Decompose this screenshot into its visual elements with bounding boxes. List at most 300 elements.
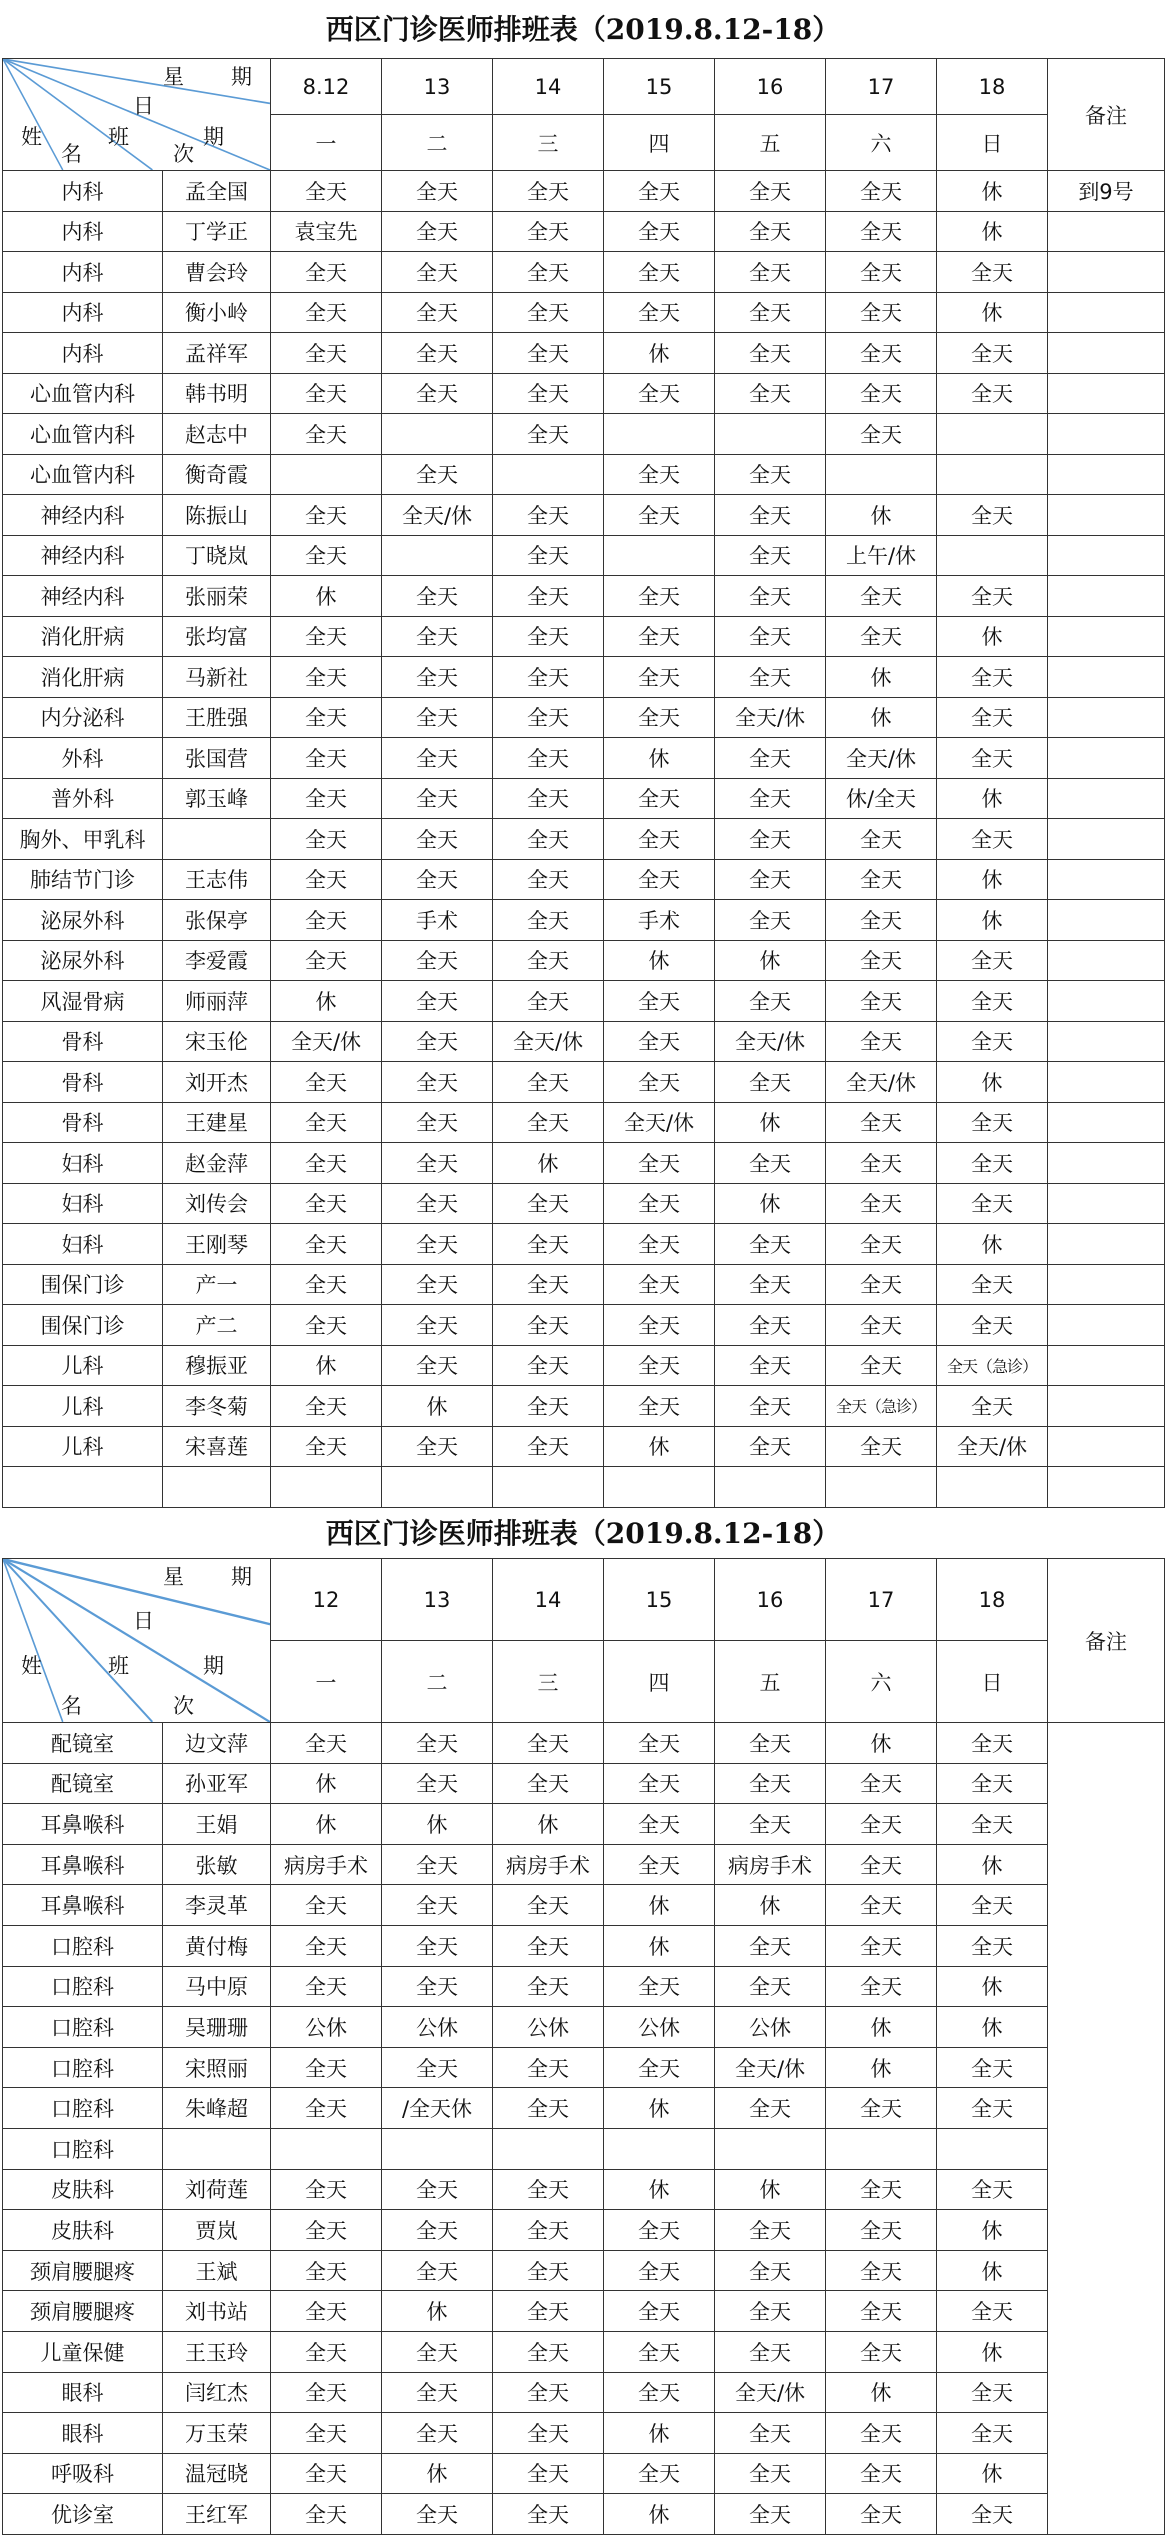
label-ri: 日 bbox=[133, 1608, 154, 1633]
shift-cell: 全天 bbox=[826, 2210, 937, 2251]
shift-cell: 全天 bbox=[493, 2088, 604, 2129]
shift-cell: 全天 bbox=[826, 1264, 937, 1305]
shift-cell: 全天（急诊） bbox=[937, 1345, 1048, 1386]
shift-cell: 全天 bbox=[493, 171, 604, 212]
shift-cell: 全天 bbox=[493, 414, 604, 455]
dept-cell: 皮肤科 bbox=[3, 2169, 163, 2210]
shift-cell: 休 bbox=[604, 2169, 715, 2210]
table-row bbox=[3, 2169, 1165, 2210]
shift-cell: 全天 bbox=[493, 1723, 604, 1764]
shift-cell: 全天 bbox=[382, 1062, 493, 1103]
doctor-name-cell: 张国营 bbox=[163, 738, 271, 779]
shift-cell: 全天 bbox=[826, 2331, 937, 2372]
dept-cell: 呼吸科 bbox=[3, 2453, 163, 2494]
shift-cell: 全天 bbox=[382, 333, 493, 374]
label-ban: 班 bbox=[108, 1654, 129, 1679]
shift-cell: 全天 bbox=[715, 454, 826, 495]
shift-cell: 公休 bbox=[271, 2007, 382, 2048]
shift-cell: 全天 bbox=[271, 2494, 382, 2535]
remark-cell bbox=[1048, 697, 1165, 738]
shift-cell: 袁宝先 bbox=[271, 211, 382, 252]
remark-cell bbox=[1048, 211, 1165, 252]
table-row bbox=[3, 2494, 1165, 2535]
dept-cell: 普外科 bbox=[3, 778, 163, 819]
shift-cell: 全天 bbox=[382, 576, 493, 617]
shift-cell bbox=[937, 535, 1048, 576]
weekday-header: 二 bbox=[382, 115, 493, 171]
shift-cell: 全天 bbox=[826, 1305, 937, 1346]
shift-cell: 休 bbox=[937, 2331, 1048, 2372]
dept-cell: 内科 bbox=[3, 252, 163, 293]
remark-cell bbox=[1048, 900, 1165, 941]
shift-cell: 全天 bbox=[493, 616, 604, 657]
shift-cell: 全天 bbox=[826, 1183, 937, 1224]
shift-cell: 休 bbox=[271, 981, 382, 1022]
table-row bbox=[3, 1102, 1165, 1143]
table-row bbox=[3, 1966, 1165, 2007]
shift-cell: 全天 bbox=[271, 616, 382, 657]
shift-cell: 全天 bbox=[271, 2250, 382, 2291]
shift-cell: 全天 bbox=[604, 252, 715, 293]
table-row bbox=[3, 1345, 1165, 1386]
table-row bbox=[3, 252, 1165, 293]
header-row-dates bbox=[3, 59, 1165, 115]
shift-cell bbox=[382, 2128, 493, 2169]
dept-cell: 围保门诊 bbox=[3, 1264, 163, 1305]
table-row bbox=[3, 2047, 1165, 2088]
shift-cell: 全天 bbox=[271, 738, 382, 779]
table-row bbox=[3, 495, 1165, 536]
shift-cell: 全天 bbox=[826, 2088, 937, 2129]
shift-cell: 全天 bbox=[382, 2250, 493, 2291]
shift-cell: 全天 bbox=[826, 1966, 937, 2007]
shift-cell: 全天/休 bbox=[271, 1021, 382, 1062]
dept-cell: 眼科 bbox=[3, 2372, 163, 2413]
shift-cell: 全天 bbox=[271, 697, 382, 738]
shift-cell: 全天 bbox=[715, 900, 826, 941]
shift-cell: 全天 bbox=[937, 495, 1048, 536]
shift-cell: 全天 bbox=[382, 211, 493, 252]
table-row bbox=[3, 576, 1165, 617]
shift-cell: 全天 bbox=[604, 2250, 715, 2291]
remark-header: 备注 bbox=[1048, 1559, 1165, 1723]
shift-cell: 全天 bbox=[271, 1264, 382, 1305]
diagonal-lines bbox=[3, 1559, 270, 1722]
doctor-name-cell: 王斌 bbox=[163, 2250, 271, 2291]
shift-cell bbox=[826, 454, 937, 495]
shift-cell: 全天 bbox=[493, 1062, 604, 1103]
shift-cell: 全天 bbox=[493, 1763, 604, 1804]
shift-cell: 全天 bbox=[715, 1345, 826, 1386]
shift-cell: 休 bbox=[604, 2494, 715, 2535]
shift-cell: 全天 bbox=[493, 2047, 604, 2088]
shift-cell: 病房手术 bbox=[493, 1844, 604, 1885]
doctor-name-cell: 李爱霞 bbox=[163, 940, 271, 981]
shift-cell bbox=[937, 414, 1048, 455]
shift-cell: 全天 bbox=[382, 981, 493, 1022]
doctor-name-cell: 刘荷莲 bbox=[163, 2169, 271, 2210]
dept-cell: 心血管内科 bbox=[3, 414, 163, 455]
shift-cell: 全天 bbox=[715, 252, 826, 293]
weekday-header: 二 bbox=[382, 1641, 493, 1723]
dept-cell: 内科 bbox=[3, 171, 163, 212]
label-ming: 名 bbox=[61, 142, 82, 166]
doctor-name-cell: 产二 bbox=[163, 1305, 271, 1346]
shift-cell: 全天 bbox=[604, 2453, 715, 2494]
shift-cell: 全天 bbox=[271, 1386, 382, 1427]
shift-cell: 全天 bbox=[826, 616, 937, 657]
dept-cell: 颈肩腰腿疼 bbox=[3, 2250, 163, 2291]
shift-cell: 全天 bbox=[826, 900, 937, 941]
shift-cell: 休 bbox=[937, 616, 1048, 657]
shift-cell: 全天 bbox=[715, 981, 826, 1022]
label-qi-2: 期 bbox=[203, 1654, 224, 1679]
table-row bbox=[3, 292, 1165, 333]
weekday-header: 一 bbox=[271, 115, 382, 171]
shift-cell: 全天 bbox=[604, 373, 715, 414]
shift-cell: 全天 bbox=[382, 1264, 493, 1305]
dept-cell: 骨科 bbox=[3, 1102, 163, 1143]
schedule-table-1 bbox=[2, 58, 1165, 1508]
shift-cell: 全天 bbox=[937, 697, 1048, 738]
doctor-name-cell: 丁晓岚 bbox=[163, 535, 271, 576]
date-header: 13 bbox=[382, 1559, 493, 1641]
shift-cell: 全天 bbox=[715, 1426, 826, 1467]
shift-cell: 全天 bbox=[493, 1264, 604, 1305]
doctor-name-cell: 贾岚 bbox=[163, 2210, 271, 2251]
table-row bbox=[3, 1804, 1165, 1845]
table-row bbox=[3, 171, 1165, 212]
shift-cell: 休 bbox=[382, 2453, 493, 2494]
shift-cell: 休/全天 bbox=[826, 778, 937, 819]
table-row bbox=[3, 2413, 1165, 2454]
doctor-name-cell: 王胜强 bbox=[163, 697, 271, 738]
shift-cell: 公休 bbox=[382, 2007, 493, 2048]
table-row bbox=[3, 1844, 1165, 1885]
shift-cell: 全天 bbox=[382, 1723, 493, 1764]
dept-cell: 口腔科 bbox=[3, 2047, 163, 2088]
shift-cell: 全天 bbox=[937, 373, 1048, 414]
remark-cell bbox=[1048, 819, 1165, 860]
shift-cell: 休 bbox=[937, 1844, 1048, 1885]
label-xing-name: 姓 bbox=[21, 125, 42, 150]
table-row bbox=[3, 1885, 1165, 1926]
shift-cell: 全天 bbox=[493, 2210, 604, 2251]
table2-title: 西区门诊医师排班表（2019.8.12-18） bbox=[325, 1517, 841, 1550]
table-row bbox=[3, 900, 1165, 941]
shift-cell: 全天 bbox=[715, 1966, 826, 2007]
doctor-name-cell: 宋玉伦 bbox=[163, 1021, 271, 1062]
shift-cell: 全天 bbox=[826, 1844, 937, 1885]
shift-cell bbox=[937, 2128, 1048, 2169]
shift-cell: 休 bbox=[604, 1885, 715, 1926]
doctor-name-cell: 王红军 bbox=[163, 2494, 271, 2535]
shift-cell: 全天 bbox=[826, 211, 937, 252]
shift-cell: 全天 bbox=[826, 2169, 937, 2210]
shift-cell: 全天 bbox=[604, 1224, 715, 1265]
shift-cell: 全天/休 bbox=[604, 1102, 715, 1143]
shift-cell: 全天 bbox=[715, 1763, 826, 1804]
shift-cell: 全天 bbox=[826, 1426, 937, 1467]
shift-cell: 全天 bbox=[382, 738, 493, 779]
remark-cell bbox=[1048, 252, 1165, 293]
shift-cell: 全天 bbox=[493, 738, 604, 779]
shift-cell: 全天 bbox=[715, 1143, 826, 1184]
doctor-name-cell: 郭玉峰 bbox=[163, 778, 271, 819]
shift-cell: 全天 bbox=[715, 535, 826, 576]
shift-cell: 全天（急诊） bbox=[826, 1386, 937, 1427]
dept-cell: 儿科 bbox=[3, 1426, 163, 1467]
shift-cell: 全天 bbox=[604, 171, 715, 212]
remark-cell bbox=[1048, 1224, 1165, 1265]
doctor-name-cell: 王志伟 bbox=[163, 859, 271, 900]
shift-cell: 全天 bbox=[271, 252, 382, 293]
shift-cell: 全天 bbox=[826, 1021, 937, 1062]
shift-cell: 全天 bbox=[604, 1763, 715, 1804]
table-row bbox=[3, 1763, 1165, 1804]
shift-cell: 全天 bbox=[937, 738, 1048, 779]
doctor-name-cell: 刘传会 bbox=[163, 1183, 271, 1224]
table-row bbox=[3, 940, 1165, 981]
date-header: 17 bbox=[826, 59, 937, 115]
shift-cell: 全天 bbox=[271, 1305, 382, 1346]
shift-cell: 全天 bbox=[271, 1183, 382, 1224]
dept-cell: 口腔科 bbox=[3, 2088, 163, 2129]
shift-cell: 休 bbox=[826, 657, 937, 698]
doctor-name-cell: 刘书站 bbox=[163, 2291, 271, 2332]
doctor-name-cell: 产一 bbox=[163, 1264, 271, 1305]
shift-cell: 全天 bbox=[937, 1386, 1048, 1427]
shift-cell: 全天 bbox=[493, 697, 604, 738]
shift-cell: 全天 bbox=[493, 657, 604, 698]
shift-cell: 全天 bbox=[826, 859, 937, 900]
label-qi: 期 bbox=[231, 1565, 252, 1589]
shift-cell: 全天 bbox=[826, 2413, 937, 2454]
table-row bbox=[3, 414, 1165, 455]
shift-cell: 全天 bbox=[715, 2494, 826, 2535]
shift-cell: 全天 bbox=[271, 495, 382, 536]
blank-row bbox=[3, 1467, 1165, 1508]
shift-cell: 全天 bbox=[271, 778, 382, 819]
dept-cell: 眼科 bbox=[3, 2413, 163, 2454]
shift-cell: 全天 bbox=[382, 1183, 493, 1224]
shift-cell: 全天 bbox=[382, 1305, 493, 1346]
shift-cell: 全天 bbox=[271, 1102, 382, 1143]
label-ci: 次 bbox=[173, 1694, 194, 1718]
dept-cell: 神经内科 bbox=[3, 495, 163, 536]
dept-cell: 皮肤科 bbox=[3, 2210, 163, 2251]
dept-cell: 内科 bbox=[3, 333, 163, 374]
dept-cell: 骨科 bbox=[3, 1021, 163, 1062]
shift-cell: 休 bbox=[937, 1224, 1048, 1265]
shift-cell: 全天 bbox=[937, 1102, 1048, 1143]
shift-cell: 全天 bbox=[937, 657, 1048, 698]
table-row bbox=[3, 1925, 1165, 1966]
shift-cell: 全天/休 bbox=[826, 1062, 937, 1103]
shift-cell: 全天 bbox=[715, 1224, 826, 1265]
shift-cell: 休 bbox=[937, 171, 1048, 212]
dept-cell: 泌尿外科 bbox=[3, 940, 163, 981]
table-row bbox=[3, 697, 1165, 738]
dept-cell: 骨科 bbox=[3, 1062, 163, 1103]
doctor-name-cell: 孙亚军 bbox=[163, 1763, 271, 1804]
shift-cell: 全天 bbox=[826, 1925, 937, 1966]
dept-cell: 妇科 bbox=[3, 1143, 163, 1184]
shift-cell bbox=[715, 2128, 826, 2169]
label-xing: 星 bbox=[163, 65, 184, 89]
table-row bbox=[3, 2250, 1165, 2291]
shift-cell: 全天 bbox=[604, 859, 715, 900]
table-row bbox=[3, 657, 1165, 698]
table-row bbox=[3, 1143, 1165, 1184]
shift-cell: 全天 bbox=[271, 2088, 382, 2129]
remark-cell: 到9号 bbox=[1048, 171, 1165, 212]
remark-cell bbox=[1048, 454, 1165, 495]
shift-cell: 全天/休 bbox=[715, 2372, 826, 2413]
shift-cell: 休 bbox=[715, 2169, 826, 2210]
weekday-header: 一 bbox=[271, 1641, 382, 1723]
shift-cell: 全天 bbox=[937, 1763, 1048, 1804]
shift-cell: 全天 bbox=[715, 576, 826, 617]
shift-cell: 全天 bbox=[382, 454, 493, 495]
shift-cell: 全天 bbox=[715, 1305, 826, 1346]
table-row bbox=[3, 2331, 1165, 2372]
shift-cell: 全天 bbox=[937, 2047, 1048, 2088]
doctor-name-cell: 朱峰超 bbox=[163, 2088, 271, 2129]
shift-cell: 全天 bbox=[937, 1021, 1048, 1062]
shift-cell: 全天/休 bbox=[715, 2047, 826, 2088]
shift-cell: 全天 bbox=[271, 1966, 382, 2007]
shift-cell: 全天 bbox=[493, 211, 604, 252]
doctor-name-cell: 衡小岭 bbox=[163, 292, 271, 333]
shift-cell: 全天 bbox=[604, 292, 715, 333]
doctor-name-cell: 丁学正 bbox=[163, 211, 271, 252]
shift-cell: 全天 bbox=[382, 1844, 493, 1885]
shift-cell: 全天 bbox=[937, 2413, 1048, 2454]
doctor-name-cell: 曹会玲 bbox=[163, 252, 271, 293]
shift-cell bbox=[937, 454, 1048, 495]
shift-cell: 休 bbox=[826, 495, 937, 536]
shift-cell: 休 bbox=[937, 1966, 1048, 2007]
date-header: 16 bbox=[715, 1559, 826, 1641]
table-row bbox=[3, 819, 1165, 860]
shift-cell: 休 bbox=[937, 1062, 1048, 1103]
remark-cell bbox=[1048, 859, 1165, 900]
dept-cell: 妇科 bbox=[3, 1224, 163, 1265]
doctor-name-cell: 边文萍 bbox=[163, 1723, 271, 1764]
shift-cell: 全天 bbox=[493, 1386, 604, 1427]
shift-cell: 全天 bbox=[382, 2047, 493, 2088]
shift-cell: 病房手术 bbox=[271, 1844, 382, 1885]
shift-cell: 休 bbox=[937, 211, 1048, 252]
shift-cell: 全天 bbox=[493, 859, 604, 900]
shift-cell: 全天 bbox=[493, 778, 604, 819]
shift-cell: 全天 bbox=[382, 2331, 493, 2372]
shift-cell: 全天 bbox=[271, 2169, 382, 2210]
doctor-name-cell: 张保亭 bbox=[163, 900, 271, 941]
label-ci: 次 bbox=[173, 142, 194, 166]
weekday-header: 六 bbox=[826, 115, 937, 171]
shift-cell: 休 bbox=[604, 2088, 715, 2129]
shift-cell: 全天 bbox=[715, 1264, 826, 1305]
shift-cell: 全天 bbox=[382, 2494, 493, 2535]
remark-cell bbox=[1048, 1426, 1165, 1467]
shift-cell: 全天 bbox=[271, 1224, 382, 1265]
shift-cell: 全天 bbox=[604, 2331, 715, 2372]
table-row bbox=[3, 2291, 1165, 2332]
shift-cell: 全天 bbox=[271, 2413, 382, 2454]
shift-cell: 休 bbox=[604, 333, 715, 374]
shift-cell: 全天 bbox=[826, 414, 937, 455]
dept-cell: 心血管内科 bbox=[3, 373, 163, 414]
shift-cell: 休 bbox=[271, 1804, 382, 1845]
shift-cell: 全天 bbox=[271, 1062, 382, 1103]
shift-cell: 休 bbox=[271, 1763, 382, 1804]
shift-cell: 休 bbox=[604, 738, 715, 779]
shift-cell: 全天 bbox=[271, 1885, 382, 1926]
shift-cell: 全天 bbox=[937, 1305, 1048, 1346]
shift-cell: 全天/休 bbox=[937, 1426, 1048, 1467]
table-row bbox=[3, 2128, 1165, 2169]
shift-cell: 全天 bbox=[382, 859, 493, 900]
shift-cell: 休 bbox=[937, 2250, 1048, 2291]
shift-cell: 全天 bbox=[604, 657, 715, 698]
shift-cell: 全天 bbox=[271, 373, 382, 414]
table-row bbox=[3, 616, 1165, 657]
shift-cell: 全天 bbox=[271, 2453, 382, 2494]
date-header: 18 bbox=[937, 1559, 1048, 1641]
table-row bbox=[3, 2088, 1165, 2129]
shift-cell: 全天 bbox=[604, 1345, 715, 1386]
dept-cell: 口腔科 bbox=[3, 1966, 163, 2007]
shift-cell: 全天 bbox=[826, 981, 937, 1022]
shift-cell: 全天 bbox=[382, 697, 493, 738]
shift-cell: 休 bbox=[382, 2291, 493, 2332]
dept-cell: 神经内科 bbox=[3, 576, 163, 617]
remark-cell bbox=[1048, 1102, 1165, 1143]
shift-cell: 全天 bbox=[604, 1844, 715, 1885]
shift-cell: 全天 bbox=[604, 1386, 715, 1427]
label-ban: 班 bbox=[108, 125, 129, 150]
shift-cell: 全天 bbox=[604, 616, 715, 657]
shift-cell: 休 bbox=[493, 1143, 604, 1184]
doctor-name-cell: 宋照丽 bbox=[163, 2047, 271, 2088]
schedule-table-2 bbox=[2, 1558, 1165, 2535]
shift-cell: 病房手术 bbox=[715, 1844, 826, 1885]
shift-cell: 休 bbox=[937, 2453, 1048, 2494]
doctor-name-cell bbox=[163, 819, 271, 860]
shift-cell: 全天 bbox=[493, 2453, 604, 2494]
weekday-header: 日 bbox=[937, 115, 1048, 171]
shift-cell: 全天 bbox=[271, 1925, 382, 1966]
shift-cell: 全天 bbox=[715, 657, 826, 698]
shift-cell: 全天 bbox=[493, 1102, 604, 1143]
shift-cell: 全天 bbox=[826, 576, 937, 617]
shift-cell: 休 bbox=[271, 576, 382, 617]
shift-cell: 全天 bbox=[715, 171, 826, 212]
shift-cell bbox=[382, 535, 493, 576]
table-row bbox=[3, 1723, 1165, 1764]
doctor-name-cell: 吴珊珊 bbox=[163, 2007, 271, 2048]
label-ming: 名 bbox=[61, 1694, 82, 1718]
remark-cell bbox=[1048, 1062, 1165, 1103]
shift-cell: 全天/休 bbox=[382, 495, 493, 536]
shift-cell: 全天 bbox=[604, 1264, 715, 1305]
blank-cell bbox=[271, 1467, 382, 1508]
shift-cell: 全天 bbox=[604, 2210, 715, 2251]
shift-cell: 全天 bbox=[493, 981, 604, 1022]
shift-cell: 全天 bbox=[715, 2291, 826, 2332]
